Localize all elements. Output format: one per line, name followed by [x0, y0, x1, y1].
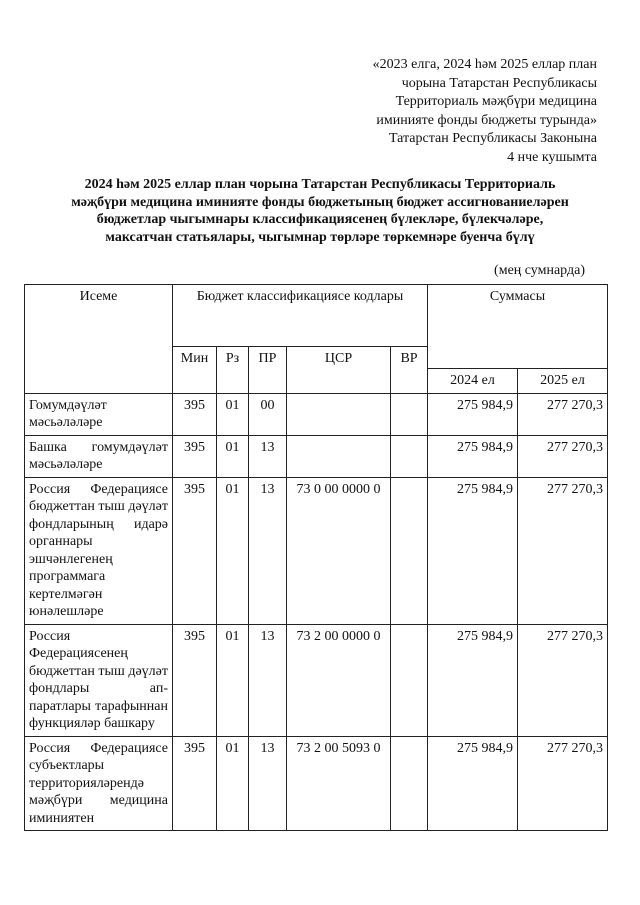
header-min: Мин	[173, 347, 217, 394]
header-name: Исеме	[25, 285, 173, 394]
row-sum-2025: 277 270,3	[518, 393, 608, 435]
row-vr	[391, 393, 428, 435]
row-name: Гомумдәүләт мәсьәләләре	[25, 393, 173, 435]
appendix-note-line: Татарстан Республикасы Законына	[388, 131, 597, 147]
row-min: 395	[173, 736, 217, 831]
row-csr	[287, 393, 391, 435]
appendix-note-line: 4 нче кушымта	[507, 149, 597, 165]
header-rz: Рз	[217, 347, 249, 394]
row-pr: 13	[249, 736, 287, 831]
appendix-note-line: иминияте фонды бюджеты турында»	[376, 112, 597, 128]
header-codes: Бюджет классификациясе кодлары	[173, 285, 428, 347]
row-sum-2024: 275 984,9	[428, 736, 518, 831]
row-vr	[391, 477, 428, 624]
row-vr	[391, 736, 428, 831]
row-pr: 13	[249, 435, 287, 477]
row-min: 395	[173, 624, 217, 736]
title-line: бюджетлар чыгымнары классификациясенең бүлекләре, бүлекчәләре,	[96, 212, 544, 227]
units-label: (мең сумнарда)	[494, 263, 585, 278]
row-sum-2024: 275 984,9	[428, 477, 518, 624]
row-rz: 01	[217, 624, 249, 736]
appendix-note-line: «2023 елга, 2024 һәм 2025 еллар план	[372, 57, 597, 72]
appendix-note	[373, 56, 597, 168]
row-pr: 13	[249, 624, 287, 736]
row-sum-2025: 277 270,3	[518, 477, 608, 624]
row-rz: 01	[217, 393, 249, 435]
row-sum-2025: 277 270,3	[518, 624, 608, 736]
row-min: 395	[173, 435, 217, 477]
row-csr: 73 0 00 0000 0	[287, 477, 391, 624]
appendix-note-line: чорына Татарстан Республикасы	[401, 75, 597, 91]
table-row	[25, 477, 608, 624]
header-sums: Суммасы	[428, 285, 608, 369]
document-title	[60, 176, 580, 246]
title-line: 2024 һәм 2025 еллар план чорына Татарстан Республикасы Территориаль	[84, 177, 556, 192]
row-csr	[287, 435, 391, 477]
row-csr: 73 2 00 5093 0	[287, 736, 391, 831]
row-vr	[391, 435, 428, 477]
row-sum-2025: 277 270,3	[518, 435, 608, 477]
row-vr	[391, 624, 428, 736]
row-min: 395	[173, 477, 217, 624]
row-pr: 00	[249, 393, 287, 435]
row-rz: 01	[217, 736, 249, 831]
row-name: Россия Федерациясе субъектлары территорияләрендә мәҗбүри медицина иминиятен	[25, 736, 173, 831]
title-line: максатчан статьялары, чыгымнар төрләре төркемнәре буенча бүлү	[105, 229, 535, 245]
table-row	[25, 624, 608, 736]
header-year-2024: 2024 ел	[428, 369, 518, 394]
header-csr: ЦСР	[287, 347, 391, 394]
header-pr: ПР	[249, 347, 287, 394]
row-min: 395	[173, 393, 217, 435]
header-vr: ВР	[391, 347, 428, 394]
row-sum-2025: 277 270,3	[518, 736, 608, 831]
row-pr: 13	[249, 477, 287, 624]
title-line: мәҗбүри медицина иминияте фонды бюджетының бюджет ассигнованиеләрен	[71, 194, 569, 210]
row-name: Россия Федерациясенең бюджеттан тыш дәүләт фондлары ап-паратлары тарафыннан функцияләр башкару	[25, 624, 173, 736]
row-name: Россия Федерациясе бюджеттан тыш дәүләт фондларының идарә органнары эшчәнлегенең программага кертелмәгән юнәлешләре	[25, 477, 173, 624]
row-sum-2024: 275 984,9	[428, 393, 518, 435]
header-year-2025: 2025 ел	[518, 369, 608, 394]
row-sum-2024: 275 984,9	[428, 624, 518, 736]
table-row	[25, 736, 608, 831]
row-csr: 73 2 00 0000 0	[287, 624, 391, 736]
table-row	[25, 435, 608, 477]
row-rz: 01	[217, 435, 249, 477]
row-name: Башка гомумдәүләт мәсьәләләре	[25, 435, 173, 477]
row-rz: 01	[217, 477, 249, 624]
table-row	[25, 393, 608, 435]
budget-table	[24, 284, 608, 831]
appendix-note-line: Территориаль мәҗбүри медицина	[395, 94, 597, 110]
row-sum-2024: 275 984,9	[428, 435, 518, 477]
